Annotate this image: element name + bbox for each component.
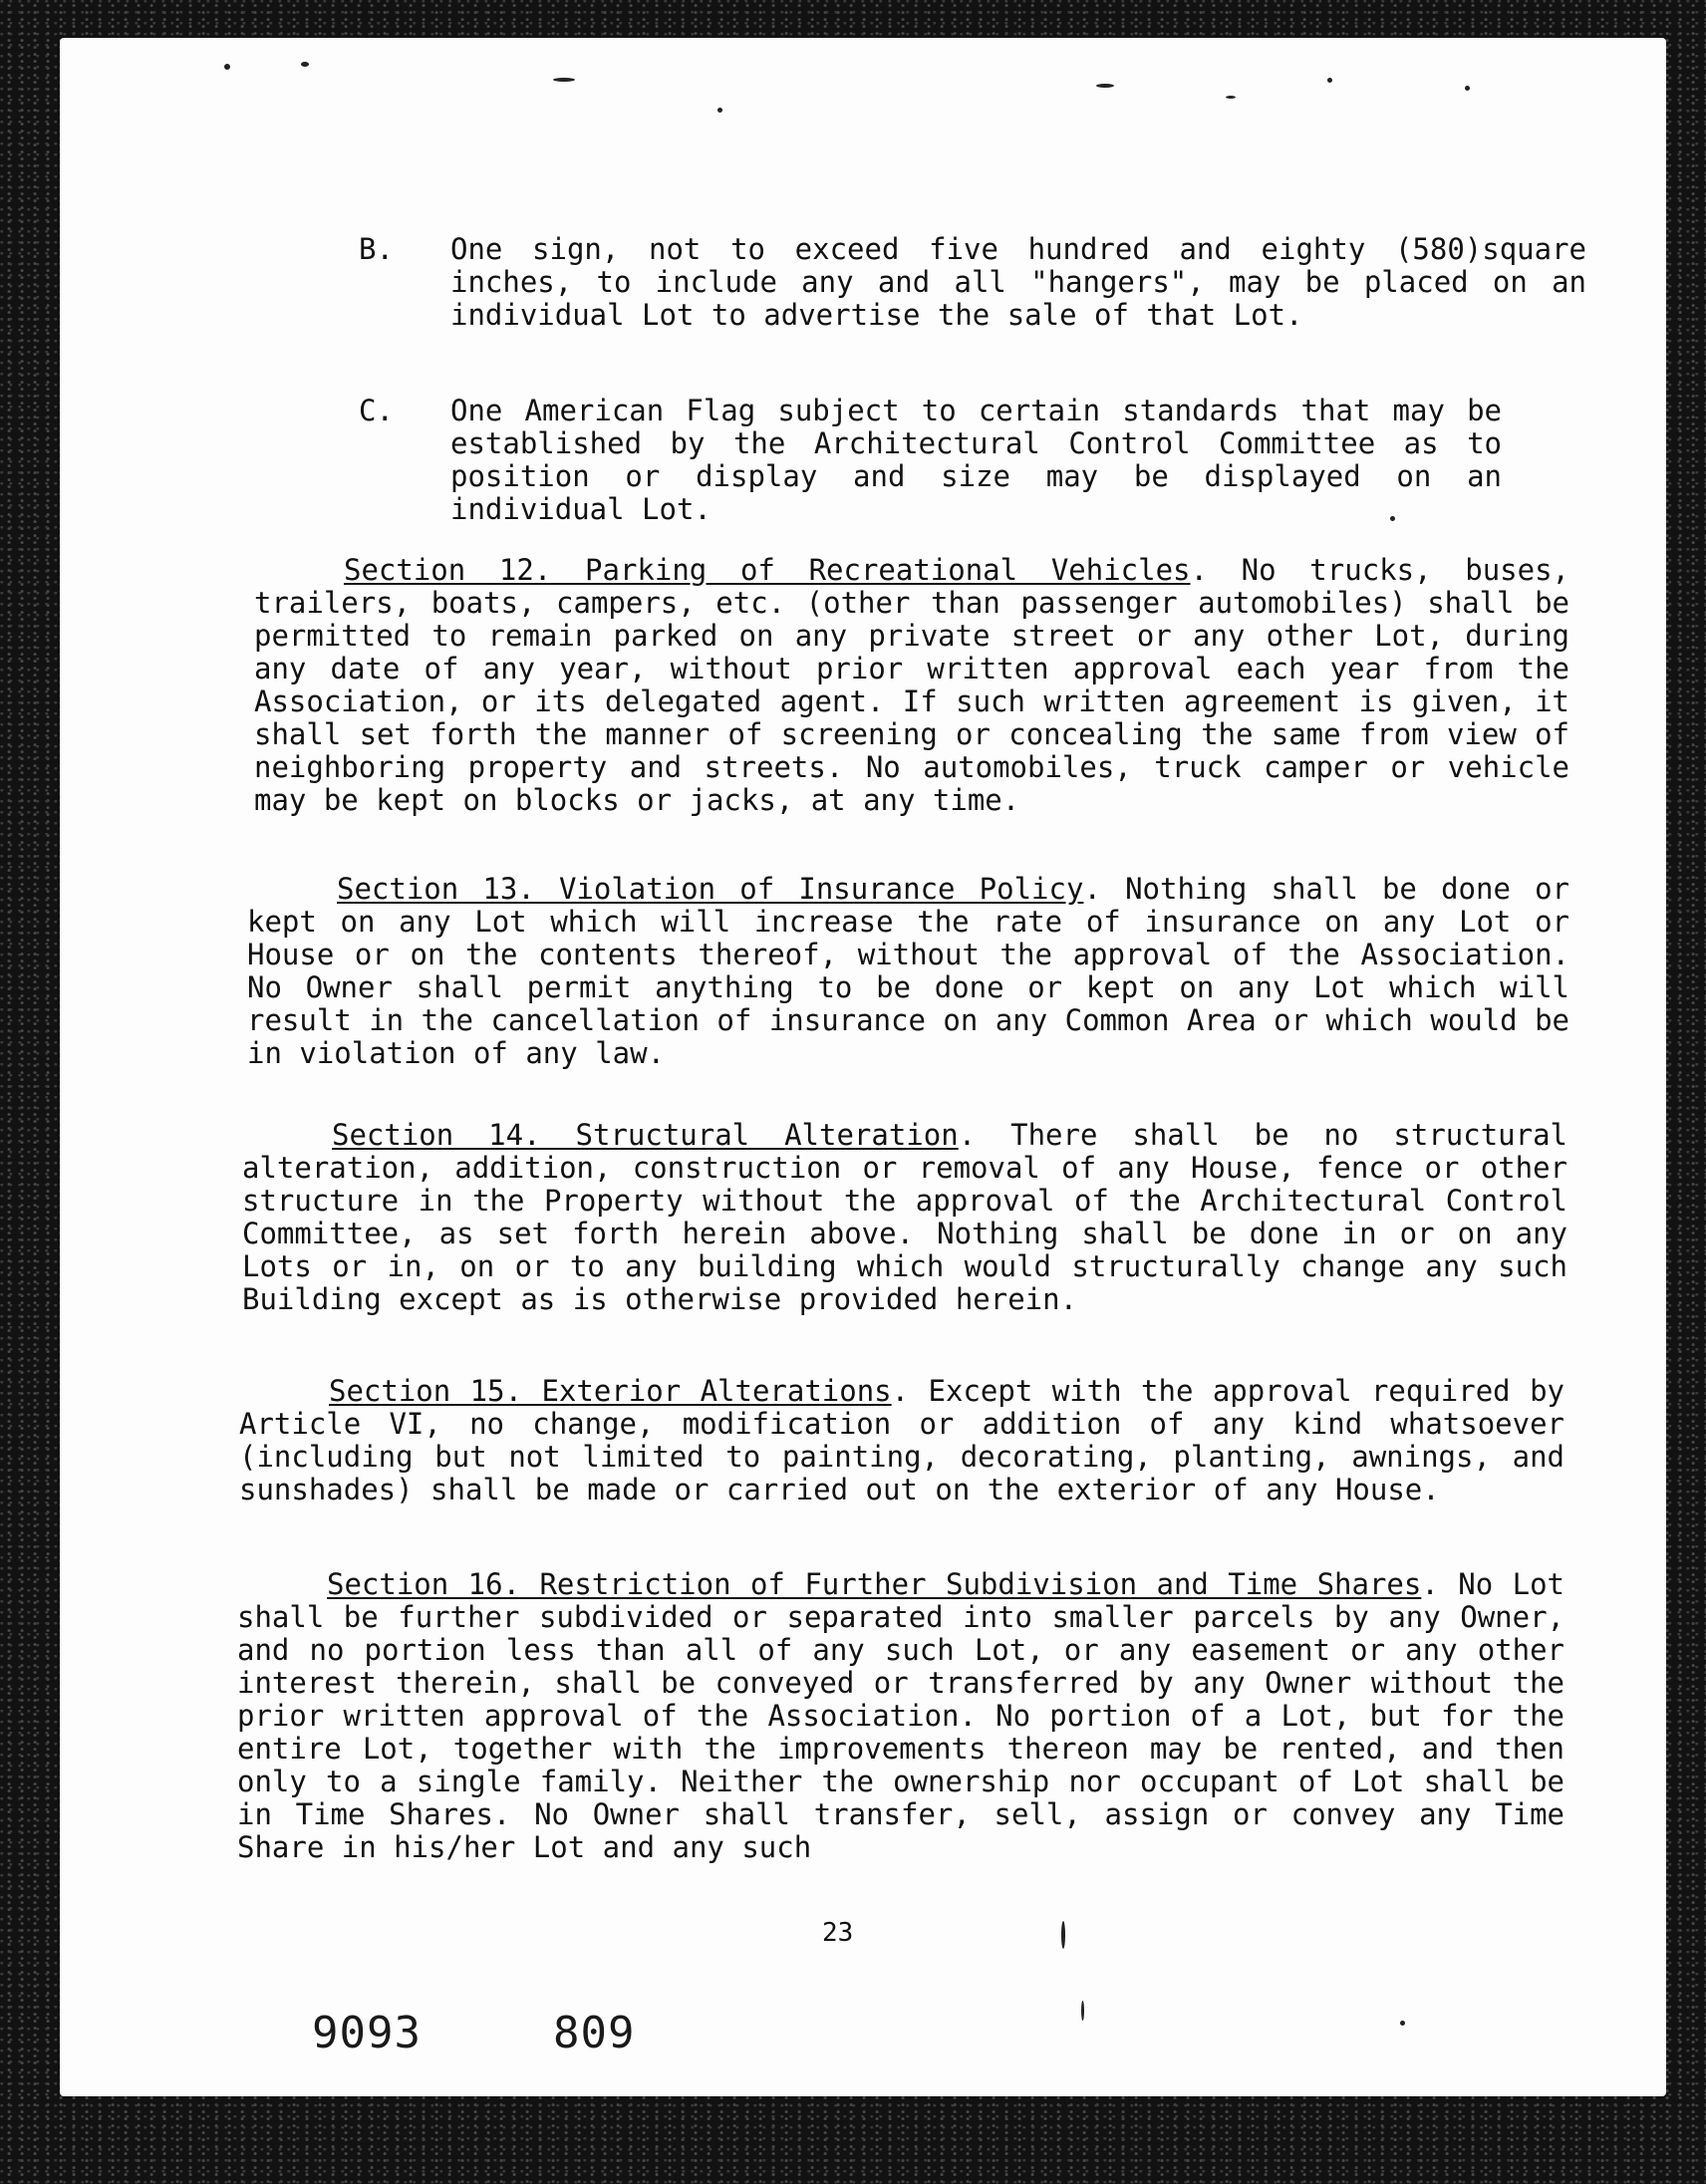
section-16-body: . No Lot shall be further subdivided or separated into smaller parcels by any Owner, and no portion less than all of any such Lot, or any easement or any other interest therein, shall be conveyed or transferred by any Owner without the prior written approval of the Association. No portion of a Lot, but for the entire Lot, together with the improvements thereon may be rented, and then only to a single family. Neither the ownership nor occupant of Lot shall be in Time Shares. No Owner shall transfer, sell, assign or convey any Time Share in his/her Lot and any such [237, 1567, 1564, 1864]
section-15 [239, 1375, 1564, 1506]
scan-speck [224, 64, 230, 70]
scan-speck [1096, 84, 1114, 88]
scan-speck [1081, 2001, 1084, 2021]
section-16-title: Section 16. Restriction of Further Subdivision and Time Shares [327, 1567, 1422, 1601]
scan-speck [1226, 96, 1236, 99]
section-14-title: Section 14. Structural Alteration [332, 1118, 959, 1152]
section-12-body: . No trucks, buses, trailers, boats, campers, etc. (other than passenger automobiles) shall be permitted to remain parked on any private street or any other Lot, during any date of any year, without prior written approval each year from the Association, or its delegated agent. If such written agreement is given, it shall set forth the manner of screening or concealing the same from view of neighboring property and streets. No automobiles, truck camper or vehicle may be kept on blocks or jacks, at any time. [254, 553, 1569, 817]
item-b-text: One sign, not to exceed five hundred and eighty (580)square inches, to include any and all "hangers", may be placed on an individual Lot to advertise the sale of that Lot. [450, 232, 1586, 332]
scan-speck [717, 108, 722, 113]
section-15-title: Section 15. Exterior Alterations [329, 1374, 892, 1408]
item-c-text: One American Flag subject to certain standards that may be established by the Architectural Control Committee as to position or display and size may be displayed on an individual Lot. [450, 394, 1502, 526]
item-c-letter: C. [359, 394, 394, 427]
section-14-body: . There shall be no structural alteration, addition, construction or removal of any House, fence or other structure in the Property without the approval of the Architectural Control Committee, as set forth herein above. Nothing shall be done in or on any Lots or in, on or to any building which would structurally change any such Building except as is otherwise provided herein. [242, 1118, 1567, 1316]
scan-speck [1465, 86, 1470, 91]
scan-speck [1390, 516, 1395, 521]
section-13 [247, 873, 1569, 1070]
page-number: 23 [822, 1918, 854, 1948]
section-12 [254, 554, 1569, 817]
section-13-title: Section 13. Violation of Insurance Policy [337, 872, 1084, 906]
scan-speck [1327, 78, 1332, 83]
document-page [60, 38, 1666, 2096]
scan-speck [553, 78, 575, 82]
scan-speck [301, 62, 309, 67]
section-12-title: Section 12. Parking of Recreational Vehicles [344, 553, 1191, 587]
section-16 [237, 1568, 1564, 1864]
footer-page-number: 809 [553, 2008, 636, 2058]
scan-speck [1400, 2021, 1405, 2026]
item-b-letter: B. [359, 232, 394, 266]
section-15-body: . Except with the approval required by Article VI, no change, modification or addition of any kind whatsoever (including but not limited to painting, decorating, planting, awnings, and sunshades) shall be made or carried out on the exterior of any House. [239, 1374, 1565, 1506]
section-14 [242, 1119, 1567, 1316]
scan-speck [1061, 1921, 1065, 1949]
footer-book-number: 9093 [312, 2008, 422, 2058]
section-13-body: . Nothing shall be done or kept on any Lot which will increase the rate of insurance on any Lot or House or on the contents thereof, without the approval of the Association. No Owner shall permit anything to be done or kept on any Lot which will result in the cancellation of insurance on any Common Area or which would be in violation of any law. [247, 872, 1570, 1070]
